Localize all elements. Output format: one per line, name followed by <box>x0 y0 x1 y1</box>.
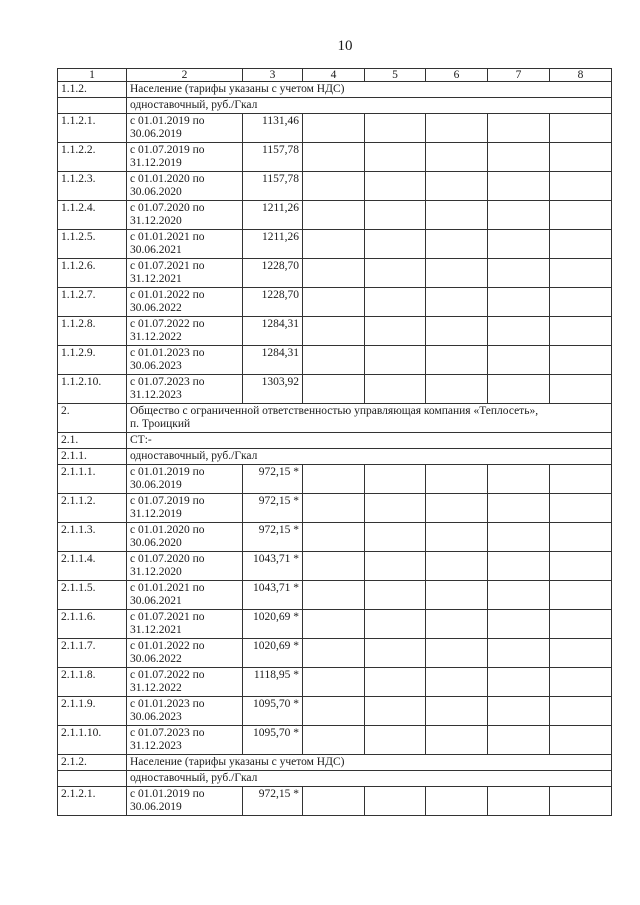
row-number: 2.1.1.2. <box>58 494 127 523</box>
empty-cell <box>426 494 488 523</box>
empty-cell <box>550 375 612 404</box>
empty-cell <box>365 552 426 581</box>
period-line: с 01.07.2019 по <box>130 144 205 156</box>
empty-cell <box>303 375 365 404</box>
empty-cell <box>303 114 365 143</box>
empty-cell <box>488 230 550 259</box>
empty-cell <box>488 172 550 201</box>
empty-cell <box>426 114 488 143</box>
empty-cell <box>488 610 550 639</box>
empty-cell <box>303 552 365 581</box>
period-cell <box>127 668 243 697</box>
period-line: 30.06.2022 <box>130 302 182 314</box>
empty-cell <box>365 143 426 172</box>
period-line: 31.12.2020 <box>130 566 182 578</box>
empty-cell <box>365 726 426 755</box>
empty-cell <box>426 259 488 288</box>
empty-cell <box>488 114 550 143</box>
tariff-value: 972,15 * <box>243 465 303 494</box>
empty-cell <box>488 288 550 317</box>
row-number: 1.1.2.9. <box>58 346 127 375</box>
period-cell <box>127 375 243 404</box>
empty-cell <box>488 465 550 494</box>
table-row <box>58 230 612 259</box>
empty-cell <box>426 581 488 610</box>
column-header: 2 <box>127 69 243 82</box>
row-number: 1.1.2.7. <box>58 288 127 317</box>
empty-cell <box>365 201 426 230</box>
period-cell <box>127 114 243 143</box>
empty-cell <box>426 375 488 404</box>
section-label: СТ:- <box>127 433 612 449</box>
table-row <box>58 610 612 639</box>
period-cell <box>127 259 243 288</box>
row-number: 1.1.2. <box>58 82 127 98</box>
row-number: 2.1. <box>58 433 127 449</box>
period-line: 30.06.2020 <box>130 186 182 198</box>
empty-cell <box>303 523 365 552</box>
period-line: с 01.01.2019 по <box>130 115 205 127</box>
empty-cell <box>488 581 550 610</box>
empty-cell <box>488 639 550 668</box>
empty-cell <box>488 668 550 697</box>
period-cell <box>127 697 243 726</box>
empty-cell <box>365 610 426 639</box>
tariff-value: 1095,70 * <box>243 726 303 755</box>
empty-cell <box>550 523 612 552</box>
empty-cell <box>426 697 488 726</box>
empty-cell <box>488 726 550 755</box>
period-cell <box>127 230 243 259</box>
empty-cell <box>550 726 612 755</box>
period-line: с 01.01.2020 по <box>130 173 205 185</box>
period-cell <box>127 639 243 668</box>
empty-cell <box>426 610 488 639</box>
empty-cell <box>550 201 612 230</box>
empty-cell <box>365 288 426 317</box>
tariff-value: 1284,31 <box>243 346 303 375</box>
empty-cell <box>426 201 488 230</box>
empty-cell <box>365 787 426 816</box>
empty-cell <box>550 581 612 610</box>
row-number: 2.1.1.5. <box>58 581 127 610</box>
empty-cell <box>550 697 612 726</box>
table-row <box>58 668 612 697</box>
tariff-value: 972,15 * <box>243 523 303 552</box>
column-header: 4 <box>303 69 365 82</box>
tariff-value: 1020,69 * <box>243 610 303 639</box>
table-row <box>58 552 612 581</box>
period-line: с 01.01.2021 по <box>130 231 205 243</box>
tariff-value: 1131,46 <box>243 114 303 143</box>
text-line: п. Троицкий <box>130 418 191 430</box>
tariff-table <box>57 68 612 816</box>
row-number: 1.1.2.3. <box>58 172 127 201</box>
empty-cell <box>365 375 426 404</box>
empty-cell <box>303 465 365 494</box>
tariff-value: 1228,70 <box>243 259 303 288</box>
row-number <box>58 98 127 114</box>
empty-cell <box>550 114 612 143</box>
period-line: 30.06.2023 <box>130 711 182 723</box>
section-label: одноставочный, руб./Гкал <box>127 449 612 465</box>
row-number: 2.1.1.4. <box>58 552 127 581</box>
empty-cell <box>426 787 488 816</box>
column-header: 6 <box>426 69 488 82</box>
row-number: 2. <box>58 404 127 433</box>
empty-cell <box>488 697 550 726</box>
empty-cell <box>365 639 426 668</box>
table-row <box>58 465 612 494</box>
empty-cell <box>365 172 426 201</box>
period-line: с 01.07.2021 по <box>130 260 205 272</box>
period-line: с 01.07.2019 по <box>130 495 205 507</box>
period-cell <box>127 143 243 172</box>
row-number: 1.1.2.8. <box>58 317 127 346</box>
empty-cell <box>303 346 365 375</box>
table-row <box>58 639 612 668</box>
period-line: с 01.07.2023 по <box>130 727 205 739</box>
empty-cell <box>550 639 612 668</box>
empty-cell <box>365 317 426 346</box>
empty-cell <box>365 494 426 523</box>
empty-cell <box>365 581 426 610</box>
tariff-value: 1211,26 <box>243 201 303 230</box>
period-line: с 01.07.2022 по <box>130 669 205 681</box>
period-cell <box>127 288 243 317</box>
empty-cell <box>550 668 612 697</box>
empty-cell <box>426 639 488 668</box>
period-line: 31.12.2022 <box>130 682 182 694</box>
section-label: Население (тарифы указаны с учетом НДС) <box>127 82 612 98</box>
period-line: с 01.01.2020 по <box>130 524 205 536</box>
empty-cell <box>550 288 612 317</box>
empty-cell <box>365 259 426 288</box>
period-cell <box>127 201 243 230</box>
period-line: с 01.01.2021 по <box>130 582 205 594</box>
empty-cell <box>303 259 365 288</box>
period-cell <box>127 726 243 755</box>
period-line: 30.06.2021 <box>130 595 182 607</box>
empty-cell <box>488 787 550 816</box>
tariff-value: 1303,92 <box>243 375 303 404</box>
period-line: 30.06.2020 <box>130 537 182 549</box>
row-label: одноставочный, руб./Гкал <box>127 98 612 114</box>
period-line: с 01.07.2023 по <box>130 376 205 388</box>
period-line: 31.12.2021 <box>130 624 182 636</box>
table-row <box>58 787 612 816</box>
tariff-value: 1095,70 * <box>243 697 303 726</box>
empty-cell <box>488 346 550 375</box>
empty-cell <box>550 610 612 639</box>
tariff-value: 1043,71 * <box>243 552 303 581</box>
table-row <box>58 581 612 610</box>
period-line: с 01.07.2021 по <box>130 611 205 623</box>
tariff-value: 1043,71 * <box>243 581 303 610</box>
table-row <box>58 404 612 433</box>
row-number: 1.1.2.2. <box>58 143 127 172</box>
empty-cell <box>426 317 488 346</box>
period-line: с 01.07.2020 по <box>130 553 205 565</box>
row-number: 1.1.2.4. <box>58 201 127 230</box>
period-cell <box>127 523 243 552</box>
row-number: 2.1.1.8. <box>58 668 127 697</box>
period-line: 31.12.2020 <box>130 215 182 227</box>
table-row <box>58 697 612 726</box>
empty-cell <box>303 172 365 201</box>
row-number: 1.1.2.1. <box>58 114 127 143</box>
empty-cell <box>303 639 365 668</box>
row-number: 2.1.2.1. <box>58 787 127 816</box>
empty-cell <box>365 668 426 697</box>
empty-cell <box>303 726 365 755</box>
table-row <box>58 523 612 552</box>
column-header: 5 <box>365 69 426 82</box>
period-cell <box>127 317 243 346</box>
empty-cell <box>550 494 612 523</box>
row-number: 2.1.1.7. <box>58 639 127 668</box>
table-row <box>58 755 612 771</box>
table-row <box>58 201 612 230</box>
empty-cell <box>426 552 488 581</box>
table-row <box>58 98 612 114</box>
empty-cell <box>303 697 365 726</box>
empty-cell <box>303 317 365 346</box>
empty-cell <box>550 317 612 346</box>
empty-cell <box>426 230 488 259</box>
tariff-value: 1284,31 <box>243 317 303 346</box>
period-line: 31.12.2019 <box>130 508 182 520</box>
column-header: 8 <box>550 69 612 82</box>
period-line: 30.06.2023 <box>130 360 182 372</box>
period-line: с 01.01.2022 по <box>130 289 205 301</box>
empty-cell <box>426 726 488 755</box>
period-cell <box>127 787 243 816</box>
empty-cell <box>303 581 365 610</box>
period-line: 31.12.2021 <box>130 273 182 285</box>
period-cell <box>127 552 243 581</box>
row-number <box>58 771 127 787</box>
period-line: 31.12.2022 <box>130 331 182 343</box>
empty-cell <box>365 230 426 259</box>
period-line: 30.06.2019 <box>130 801 182 813</box>
tariff-value: 1157,78 <box>243 143 303 172</box>
empty-cell <box>426 288 488 317</box>
period-line: 31.12.2023 <box>130 740 182 752</box>
empty-cell <box>303 494 365 523</box>
table-header-row <box>58 69 612 82</box>
column-header: 1 <box>58 69 127 82</box>
period-cell <box>127 465 243 494</box>
tariff-value: 972,15 * <box>243 494 303 523</box>
column-header: 3 <box>243 69 303 82</box>
row-number: 1.1.2.10. <box>58 375 127 404</box>
table-row <box>58 726 612 755</box>
period-line: 30.06.2021 <box>130 244 182 256</box>
table-body <box>58 69 612 816</box>
table-row <box>58 494 612 523</box>
empty-cell <box>426 465 488 494</box>
empty-cell <box>550 172 612 201</box>
empty-cell <box>550 259 612 288</box>
empty-cell <box>365 114 426 143</box>
row-number: 2.1.1.3. <box>58 523 127 552</box>
empty-cell <box>365 523 426 552</box>
organization-name <box>127 404 612 433</box>
row-number: 2.1.1.9. <box>58 697 127 726</box>
empty-cell <box>488 552 550 581</box>
empty-cell <box>426 172 488 201</box>
period-line: с 01.01.2023 по <box>130 698 205 710</box>
empty-cell <box>488 494 550 523</box>
empty-cell <box>365 346 426 375</box>
empty-cell <box>303 668 365 697</box>
tariff-value: 1157,78 <box>243 172 303 201</box>
table-row <box>58 449 612 465</box>
period-line: 31.12.2023 <box>130 389 182 401</box>
period-line: с 01.01.2019 по <box>130 466 205 478</box>
empty-cell <box>488 317 550 346</box>
empty-cell <box>488 523 550 552</box>
empty-cell <box>365 465 426 494</box>
empty-cell <box>303 230 365 259</box>
empty-cell <box>550 143 612 172</box>
period-line: 30.06.2019 <box>130 479 182 491</box>
period-cell <box>127 346 243 375</box>
table-row <box>58 317 612 346</box>
empty-cell <box>303 201 365 230</box>
column-header: 7 <box>488 69 550 82</box>
row-label: одноставочный, руб./Гкал <box>127 771 612 787</box>
table-row <box>58 346 612 375</box>
tariff-value: 1228,70 <box>243 288 303 317</box>
empty-cell <box>303 787 365 816</box>
period-cell <box>127 494 243 523</box>
empty-cell <box>303 143 365 172</box>
period-line: с 01.01.2023 по <box>130 347 205 359</box>
empty-cell <box>303 288 365 317</box>
empty-cell <box>488 201 550 230</box>
text-line: Общество с ограниченной ответственностью управляющая компания «Теплосеть», <box>130 405 539 417</box>
empty-cell <box>426 523 488 552</box>
empty-cell <box>488 259 550 288</box>
tariff-value: 1211,26 <box>243 230 303 259</box>
row-number: 1.1.2.6. <box>58 259 127 288</box>
row-number: 2.1.1.10. <box>58 726 127 755</box>
empty-cell <box>426 143 488 172</box>
row-number: 2.1.1.1. <box>58 465 127 494</box>
empty-cell <box>365 697 426 726</box>
period-line: с 01.07.2022 по <box>130 318 205 330</box>
tariff-value: 1020,69 * <box>243 639 303 668</box>
page-number: 10 <box>337 38 353 54</box>
empty-cell <box>550 230 612 259</box>
row-number: 2.1.1.6. <box>58 610 127 639</box>
row-number: 1.1.2.5. <box>58 230 127 259</box>
period-line: с 01.01.2022 по <box>130 640 205 652</box>
table-row <box>58 82 612 98</box>
table-row <box>58 259 612 288</box>
empty-cell <box>426 346 488 375</box>
table-row <box>58 143 612 172</box>
period-line: 30.06.2019 <box>130 128 182 140</box>
empty-cell <box>488 375 550 404</box>
table-row <box>58 433 612 449</box>
table-row <box>58 375 612 404</box>
empty-cell <box>550 552 612 581</box>
table-row <box>58 172 612 201</box>
empty-cell <box>426 668 488 697</box>
period-line: 30.06.2022 <box>130 653 182 665</box>
period-line: 31.12.2019 <box>130 157 182 169</box>
table-row <box>58 114 612 143</box>
table-row <box>58 288 612 317</box>
empty-cell <box>488 143 550 172</box>
section-label: Население (тарифы указаны с учетом НДС) <box>127 755 612 771</box>
row-number: 2.1.1. <box>58 449 127 465</box>
period-line: с 01.01.2019 по <box>130 788 205 800</box>
period-cell <box>127 172 243 201</box>
empty-cell <box>303 610 365 639</box>
tariff-value: 1118,95 * <box>243 668 303 697</box>
empty-cell <box>550 465 612 494</box>
tariff-value: 972,15 * <box>243 787 303 816</box>
empty-cell <box>550 346 612 375</box>
table-row <box>58 771 612 787</box>
period-cell <box>127 581 243 610</box>
row-number: 2.1.2. <box>58 755 127 771</box>
empty-cell <box>550 787 612 816</box>
period-line: с 01.07.2020 по <box>130 202 205 214</box>
period-cell <box>127 610 243 639</box>
